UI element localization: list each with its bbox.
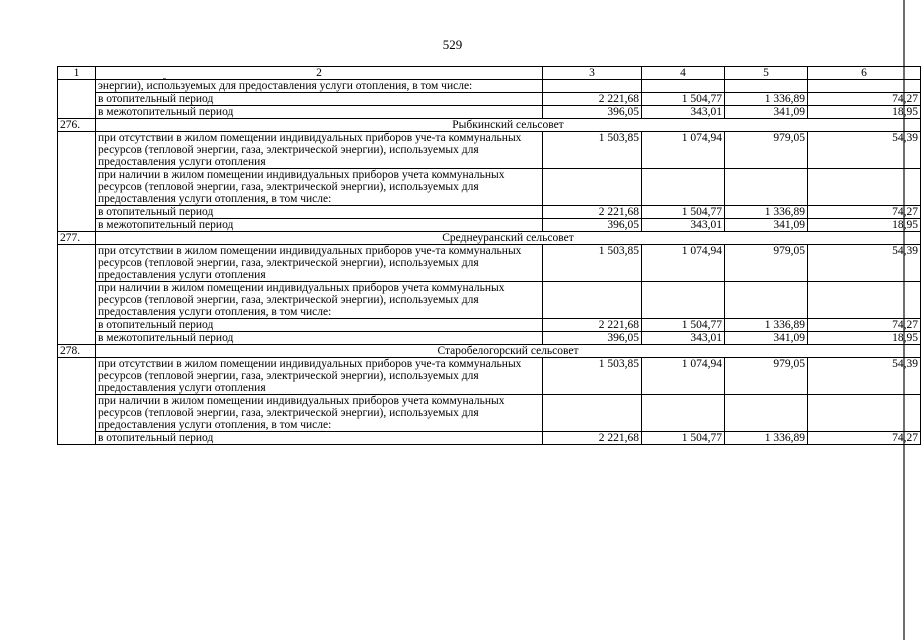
- table-row: [58, 358, 921, 395]
- column-number: 6: [808, 67, 921, 80]
- column-number: 1: [58, 67, 96, 80]
- value-cell: 341,09: [725, 106, 808, 119]
- row-number-cell: [58, 245, 96, 345]
- table-row: [58, 206, 921, 219]
- column-number: 4: [642, 67, 725, 80]
- value-cell: 18,95: [808, 219, 921, 232]
- value-cell: 396,05: [543, 219, 642, 232]
- value-cell: 979,05: [725, 358, 808, 395]
- section-title: Среднеуранский сельсовет: [96, 232, 921, 245]
- tariff-table: [57, 66, 921, 445]
- value-cell: 2 221,68: [543, 432, 642, 445]
- period-label: в отопительный период: [96, 93, 543, 106]
- section-header-row: [58, 232, 921, 245]
- value-cell: 979,05: [725, 132, 808, 169]
- column-number: 5: [725, 67, 808, 80]
- value-cell: 18,95: [808, 332, 921, 345]
- section-header-row: [58, 345, 921, 358]
- table-row: [58, 169, 921, 206]
- table-row: [58, 219, 921, 232]
- value-cell: 979,05: [725, 245, 808, 282]
- value-cell: 1 503,85: [543, 245, 642, 282]
- value-cell: 1 336,89: [725, 319, 808, 332]
- section-number: 276.: [58, 119, 96, 132]
- period-label: в межотопительный период: [96, 219, 543, 232]
- value-cell: 1 074,94: [642, 132, 725, 169]
- description-cell: при наличии в жилом помещении индивидуальных приборов учета коммунальных ресурсов (тепловой энергии, газа, электрической энергии), используемых для предоставления услуги отопления, в том числе:: [96, 395, 543, 432]
- value-cell: 54,39: [808, 132, 921, 169]
- value-cell: 1 336,89: [725, 93, 808, 106]
- value-cell: 343,01: [642, 106, 725, 119]
- value-cell: 2 221,68: [543, 206, 642, 219]
- value-cell: 1 504,77: [642, 93, 725, 106]
- section-title: Старобелогорский сельсовет: [96, 345, 921, 358]
- column-number: 2: [96, 67, 543, 80]
- period-label: в отопительный период: [96, 319, 543, 332]
- row-number-cell: [58, 358, 96, 445]
- value-cell: 1 504,77: [642, 206, 725, 219]
- column-number-row: [58, 67, 921, 80]
- value-cell: 396,05: [543, 106, 642, 119]
- description-cell: энергии), используемых для предоставления услуги отопления, в том числе:: [96, 80, 543, 93]
- value-cell: 2 221,68: [543, 93, 642, 106]
- row-number-cell: [58, 80, 96, 119]
- section-header-row: [58, 119, 921, 132]
- table-row: [58, 432, 921, 445]
- value-cell: 74,27: [808, 93, 921, 106]
- value-cell: 396,05: [543, 332, 642, 345]
- description-cell: при отсутствии в жилом помещении индивидуальных приборов уче-та коммунальных ресурсов (тепловой энергии, газа, электрической энергии), используемых для предоставления услуги отопления: [96, 132, 543, 169]
- table-row: [58, 80, 921, 93]
- description-cell: при отсутствии в жилом помещении индивидуальных приборов уче-та коммунальных ресурсов (тепловой энергии, газа, электрической энергии), используемых для предоставления услуги отопления: [96, 358, 543, 395]
- value-cell: 1 504,77: [642, 319, 725, 332]
- value-cell: 54,39: [808, 358, 921, 395]
- column-number: 3: [543, 67, 642, 80]
- page-number: 529: [442, 37, 463, 52]
- value-cell: 1 504,77: [642, 432, 725, 445]
- value-cell: 74,27: [808, 206, 921, 219]
- period-label: в отопительный период: [96, 432, 543, 445]
- table-row: [58, 132, 921, 169]
- value-cell: 1 336,89: [725, 432, 808, 445]
- row-number-cell: [58, 132, 96, 232]
- period-label: в отопительный период: [96, 206, 543, 219]
- table-row: [58, 93, 921, 106]
- table-row: [58, 332, 921, 345]
- table-row: [58, 245, 921, 282]
- table-row: [58, 319, 921, 332]
- section-title: Рыбкинский сельсовет: [96, 119, 921, 132]
- value-cell: 1 503,85: [543, 132, 642, 169]
- description-cell: при наличии в жилом помещении индивидуальных приборов учета коммунальных ресурсов (тепловой энергии, газа, электрической энергии), используемых для предоставления услуги отопления, в том числе:: [96, 169, 543, 206]
- description-cell: при отсутствии в жилом помещении индивидуальных приборов уче-та коммунальных ресурсов (тепловой энергии, газа, электрической энергии), используемых для предоставления услуги отопления: [96, 245, 543, 282]
- value-cell: 341,09: [725, 332, 808, 345]
- value-cell: 2 221,68: [543, 319, 642, 332]
- period-label: в межотопительный период: [96, 106, 543, 119]
- value-cell: 1 074,94: [642, 245, 725, 282]
- value-cell: 74,27: [808, 432, 921, 445]
- section-number: 277.: [58, 232, 96, 245]
- value-cell: 1 503,85: [543, 358, 642, 395]
- table-row: [58, 282, 921, 319]
- period-label: в межотопительный период: [96, 332, 543, 345]
- value-cell: 74,27: [808, 319, 921, 332]
- value-cell: 1 074,94: [642, 358, 725, 395]
- table-row: [58, 106, 921, 119]
- value-cell: 18,95: [808, 106, 921, 119]
- value-cell: 343,01: [642, 219, 725, 232]
- description-cell: при наличии в жилом помещении индивидуальных приборов учета коммунальных ресурсов (тепловой энергии, газа, электрической энергии), используемых для предоставления услуги отопления, в том числе:: [96, 282, 543, 319]
- value-cell: 343,01: [642, 332, 725, 345]
- value-cell: 341,09: [725, 219, 808, 232]
- section-number: 278.: [58, 345, 96, 358]
- value-cell: 54,39: [808, 245, 921, 282]
- value-cell: 1 336,89: [725, 206, 808, 219]
- table-row: [58, 395, 921, 432]
